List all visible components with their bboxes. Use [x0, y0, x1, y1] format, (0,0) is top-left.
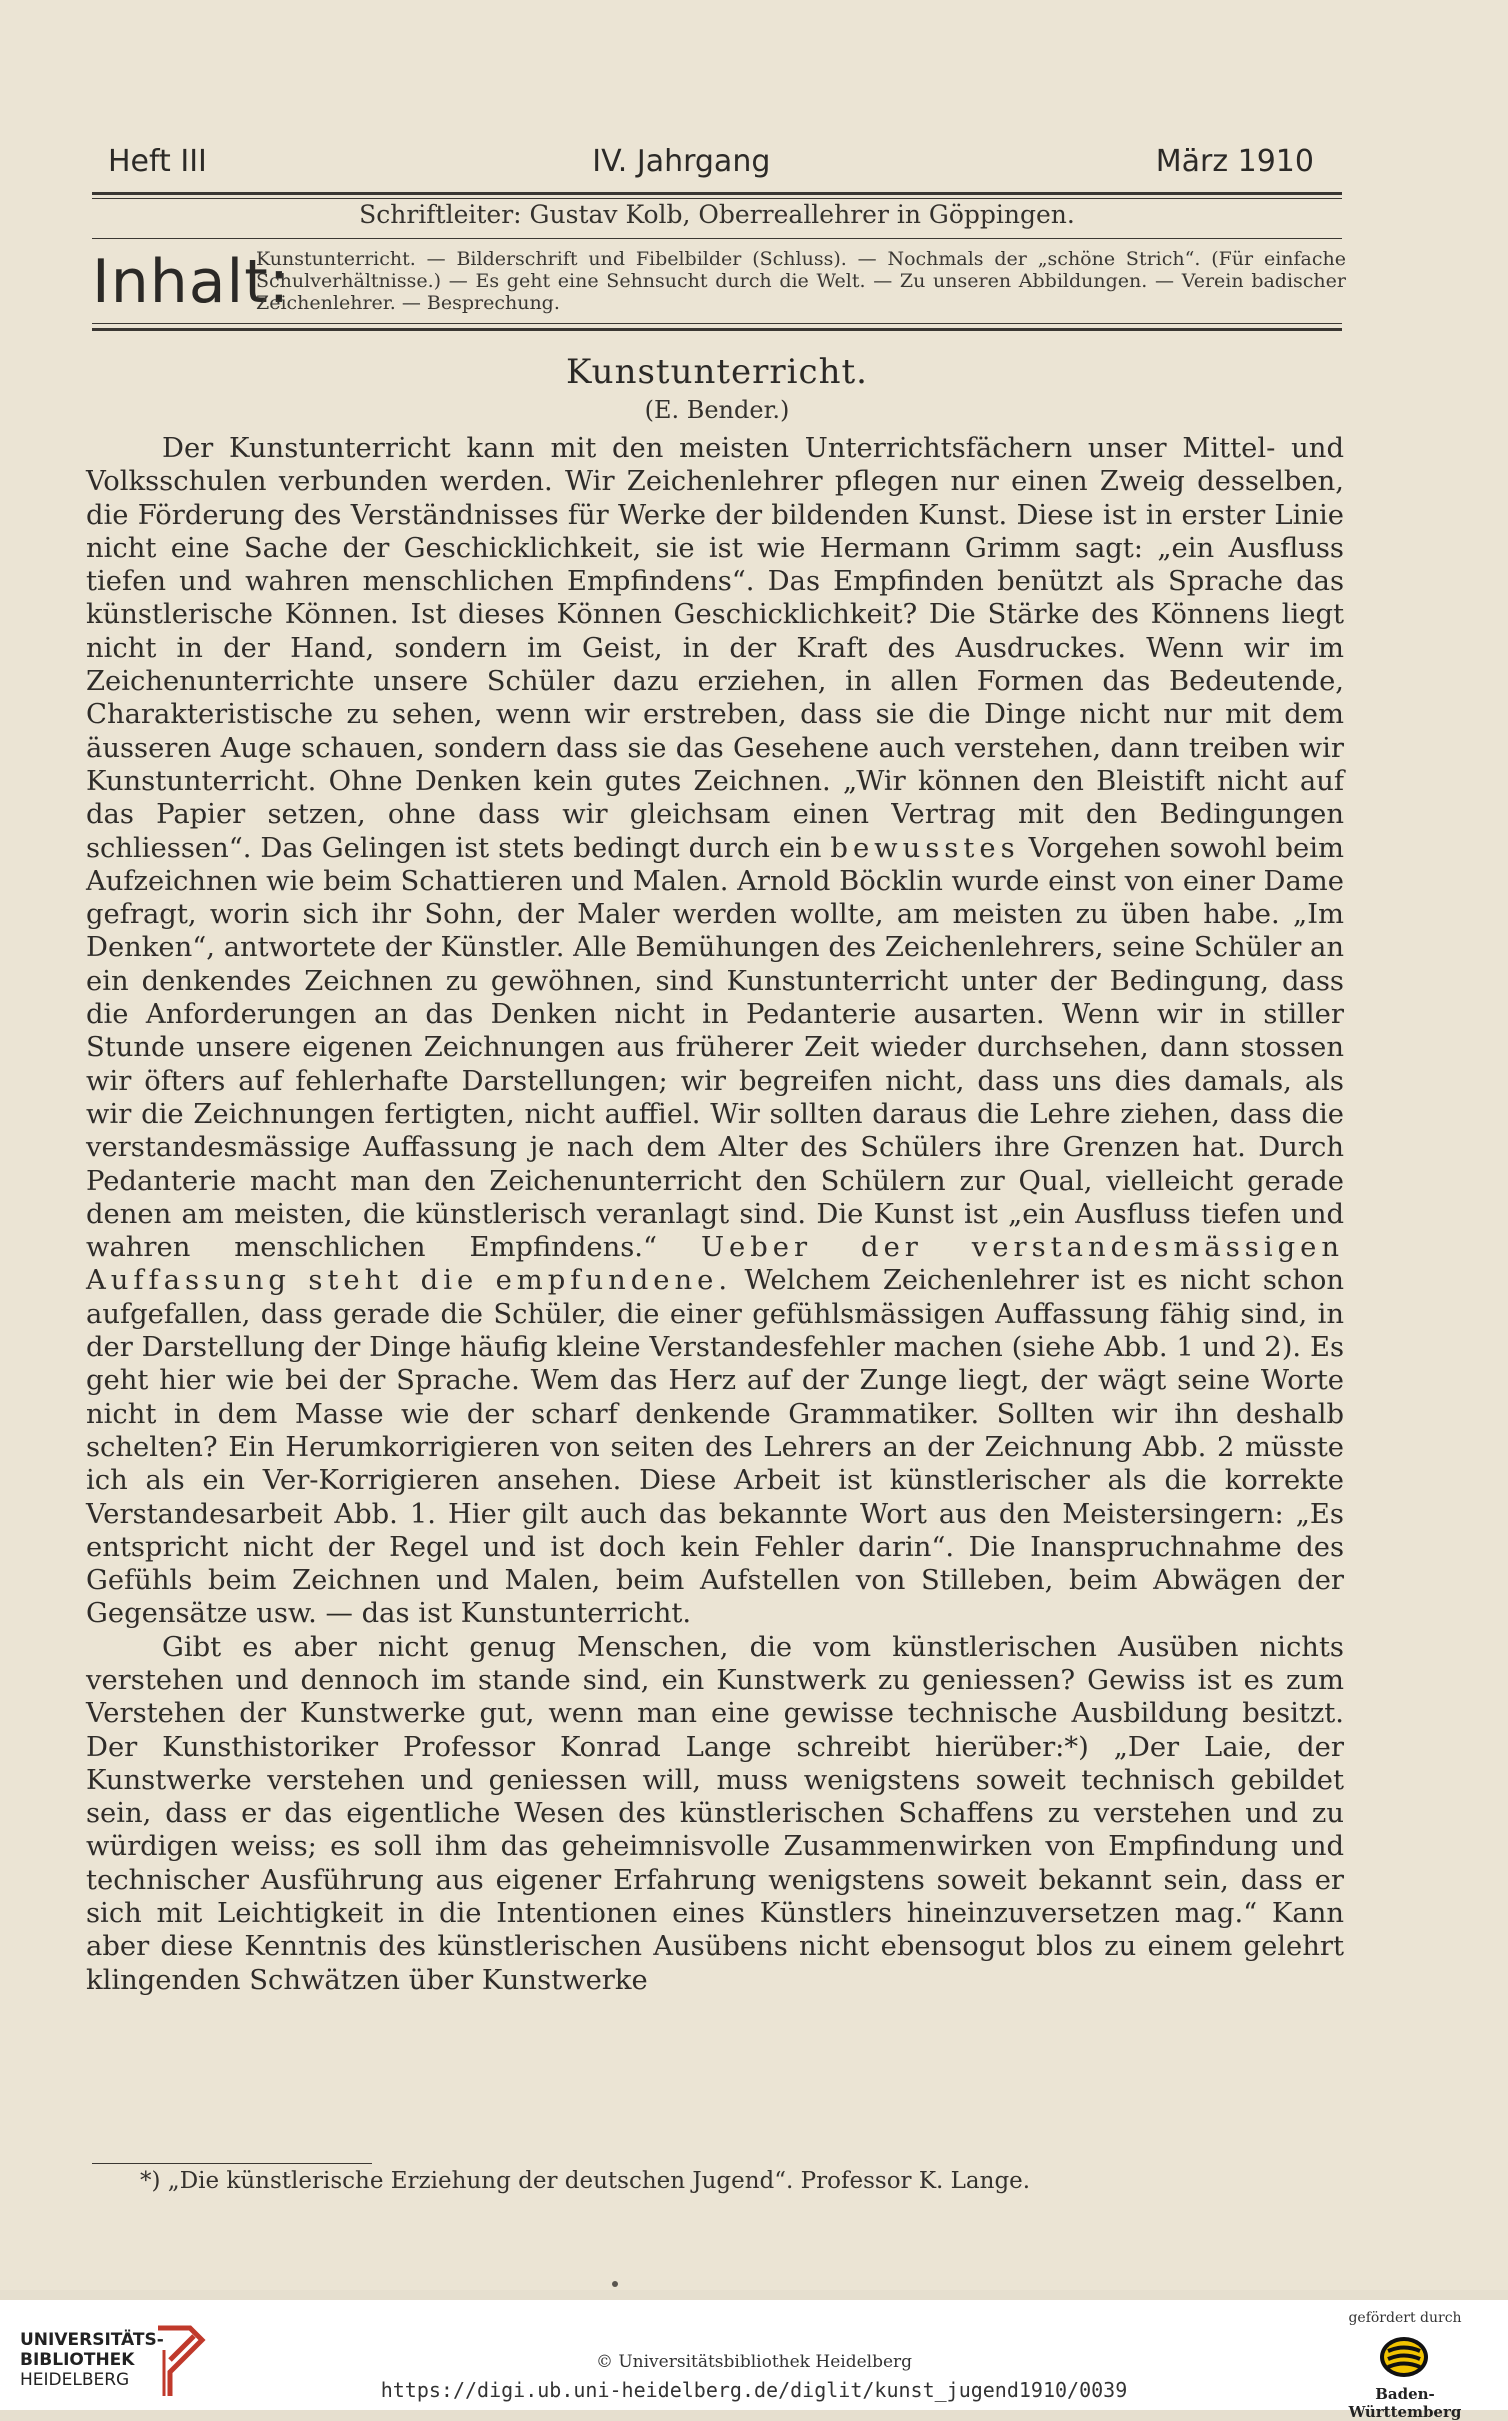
baden-wuerttemberg-seal-icon — [1378, 2334, 1430, 2380]
contents-rule-top — [92, 238, 1342, 239]
paragraph-1-part-b: Vorgehen sowohl beim Aufzeichnen wie beim Schattieren und Malen. Arnold Böcklin wurde einst von einer Dame gefragt, worin sich ihr Sohn, der Maler werden wollte, am meisten zu üben habe. „Im Denken“, antwortete der Künstler. Alle Bemühungen des Zeichenlehrers, seine Schüler an ein denkendes Zeichnen zu gewöhnen, sind Kunstunterricht unter der Bedingung, dass die Anforderungen an das Denken nicht in Pedanterie ausarten. Wenn wir in stiller Stunde unsere eigenen Zeichnungen aus früherer Zeit wieder durchsehen, dann stossen wir öfters auf fehlerhafte Darstellungen; wir begreifen nicht, dass uns dies damals, als wir die Zeichnungen fertigten, nicht auffiel. Wir sollten daraus die Lehre ziehen, dass die verstandesmässige Auffassung je nach dem Alter des Schülers ihre Grenzen hat. Durch Pedanterie macht man den Zeichenunterricht den Schülern zur Qual, vielleicht gerade denen am meisten, die künstlerisch veranlagt sind. Die Kunst ist „ein Ausfluss tiefen und wahren menschlichen Empfindens.“ — [86, 832, 1344, 1264]
emphasis-auffassung: Ueber der verstandesmässigen Auffassung steht die empfundene. — [86, 1232, 1344, 1297]
footnote: *) „Die künstlerische Erziehung der deutschen Jugend“. Professor K. Lange. — [140, 2168, 1031, 2194]
header-rule-thin — [92, 198, 1342, 199]
issue-date: März 1910 — [1155, 144, 1314, 179]
paragraph-1-part-a: Der Kunstunterricht kann mit den meisten Unterrichtsfächern unser Mittel- und Volksschulen verbunden werden. Wir Zeichenlehrer pflegen nur einen Zweig desselben, die Förderung des Verständnisses für Werke der bildenden Kunst. Diese ist in erster Linie nicht eine Sache der Geschicklichkeit, sie ist wie Hermann Grimm sagt: „ein Ausfluss tiefen und wahren menschlichen Empfindens“. Das Empfinden benützt als Sprache das künstlerische Können. Ist dieses Können Geschicklichkeit? Die Stärke des Könnens liegt nicht in der Hand, sondern im Geist, in der Kraft des Ausdruckes. Wenn wir im Zeichenunterrichte unsere Schüler dazu erziehen, in allen Formen das Bedeutende, Charakteristische zu sehen, wenn wir erstreben, dass sie die Dinge nicht nur mit dem äusseren Auge schauen, sondern dass sie das Gesehene auch verstehen, dann treiben wir Kunstunterricht. Ohne Denken kein gutes Zeichnen. „Wir können den Bleistift nicht auf das Papier setzen, ohne dass wir gleichsam einen Vertrag mit den Bedingungen schliessen“. Das Gelingen ist stets bedingt durch ein — [86, 433, 1344, 864]
contents-rule-bottom — [92, 323, 1342, 324]
paragraph-1-part-c: Welchem Zeichenlehrer ist es nicht schon aufgefallen, dass gerade die Schüler, die einer gefühlsmässigen Auffassung fähig sind, in der Darstellung der Dinge häufig kleine Verstandesfehler machen (siehe Abb. 1 und 2). Es geht hier wie bei der Sprache. Wem das Herz auf der Zunge liegt, der wägt seine Worte nicht in dem Masse wie der scharf denkende Grammatiker. Sollten wir ihn deshalb schelten? Ein Herumkorrigieren von seiten des Lehrers an der Zeichnung Abb. 2 müsste ich als ein Ver-Korrigieren ansehen. Diese Arbeit ist künstlerischer als die korrekte Verstandesarbeit Abb. 1. Hier gilt auch das bekannte Wort aus den Meistersingern: „Es entspricht nicht der Regel und ist doch kein Fehler darin“. Die Inanspruchnahme des Gefühls beim Zeichnen und Malen, beim Aufstellen von Stilleben, beim Abwägen der Gegensätze usw. — das ist Kunstunterricht. — [86, 1265, 1344, 1630]
paragraph-2: Gibt es aber nicht genug Menschen, die vom künstlerischen Ausüben nichts verstehen und dennoch im stande sind, ein Kunstwerk zu geniessen? Gewiss ist es zum Verstehen der Kunstwerke gut, wenn man eine gewisse technische Ausbildung besitzt. Der Kunsthistoriker Professor Konrad Lange schreibt hierüber:*) „Der Laie, der Kunstwerke verstehen und geniessen will, muss wenigstens soweit technisch gebildet sein, dass er das eigentliche Wesen des künstlerischen Schaffens zu verstehen und zu würdigen weiss; es soll ihm das geheimnisvolle Zusammenwirken von Empfindung und technischer Ausführung aus eigener Erfahrung wenigstens soweit bekannt sein, dass er sich mit Leichtigkeit in die Intentionen eines Künstlers hineinzuversetzen mag.“ Kann aber diese Kenntnis des künstlerischen Ausübens nicht ebensogut blos zu einem gelehrt klingenden Schwätzen über Kunstwerke — [86, 1631, 1344, 1996]
permalink[interactable]: https://digi.ub.uni-heidelberg.de/diglit/kunst_jugend1910/0039 — [380, 2378, 1128, 2402]
article-body — [86, 432, 1344, 1997]
footnote-rule — [92, 2163, 372, 2164]
copyright-notice: © Universitätsbibliothek Heidelberg — [595, 2352, 913, 2372]
sponsor-label: gefördert durch — [1348, 2310, 1462, 2326]
emphasis-bewusstes: bewusstes — [830, 832, 1020, 864]
article-author: (E. Bender.) — [644, 396, 790, 424]
volume-year: IV. Jahrgang — [592, 144, 771, 179]
issue-number: Heft III — [108, 144, 207, 179]
paragraph-1 — [86, 432, 1344, 1631]
library-name-line-1: UNIVERSITÄTS- — [20, 2330, 164, 2350]
running-header — [108, 144, 1314, 179]
editor-line: Schriftleiter: Gustav Kolb, Oberreallehrer in Göppingen. — [359, 200, 1075, 229]
contents-text: Kunstunterricht. — Bilderschrift und Fibelbilder (Schluss). — Nochmals der „schöne Strich“. (Für einfache Schulverhältnisse.) — Es geht eine Sehnsucht durch die Welt. — Zu unseren Abbildungen. — Verein badischer Zeichenlehrer. — Besprechung. — [256, 248, 1346, 314]
library-name-line-3: HEIDELBERG — [20, 2370, 130, 2390]
article-title: Kunstunterricht. — [566, 352, 868, 392]
header-rule-top — [92, 192, 1342, 195]
contents-label: Inhalt: — [92, 247, 290, 317]
library-name-line-2: BIBLIOTHEK — [20, 2350, 135, 2370]
page-mark-dot — [612, 2281, 618, 2287]
contents-rule-thick — [92, 328, 1342, 331]
sponsor-name: Baden-Württemberg — [1348, 2385, 1462, 2421]
